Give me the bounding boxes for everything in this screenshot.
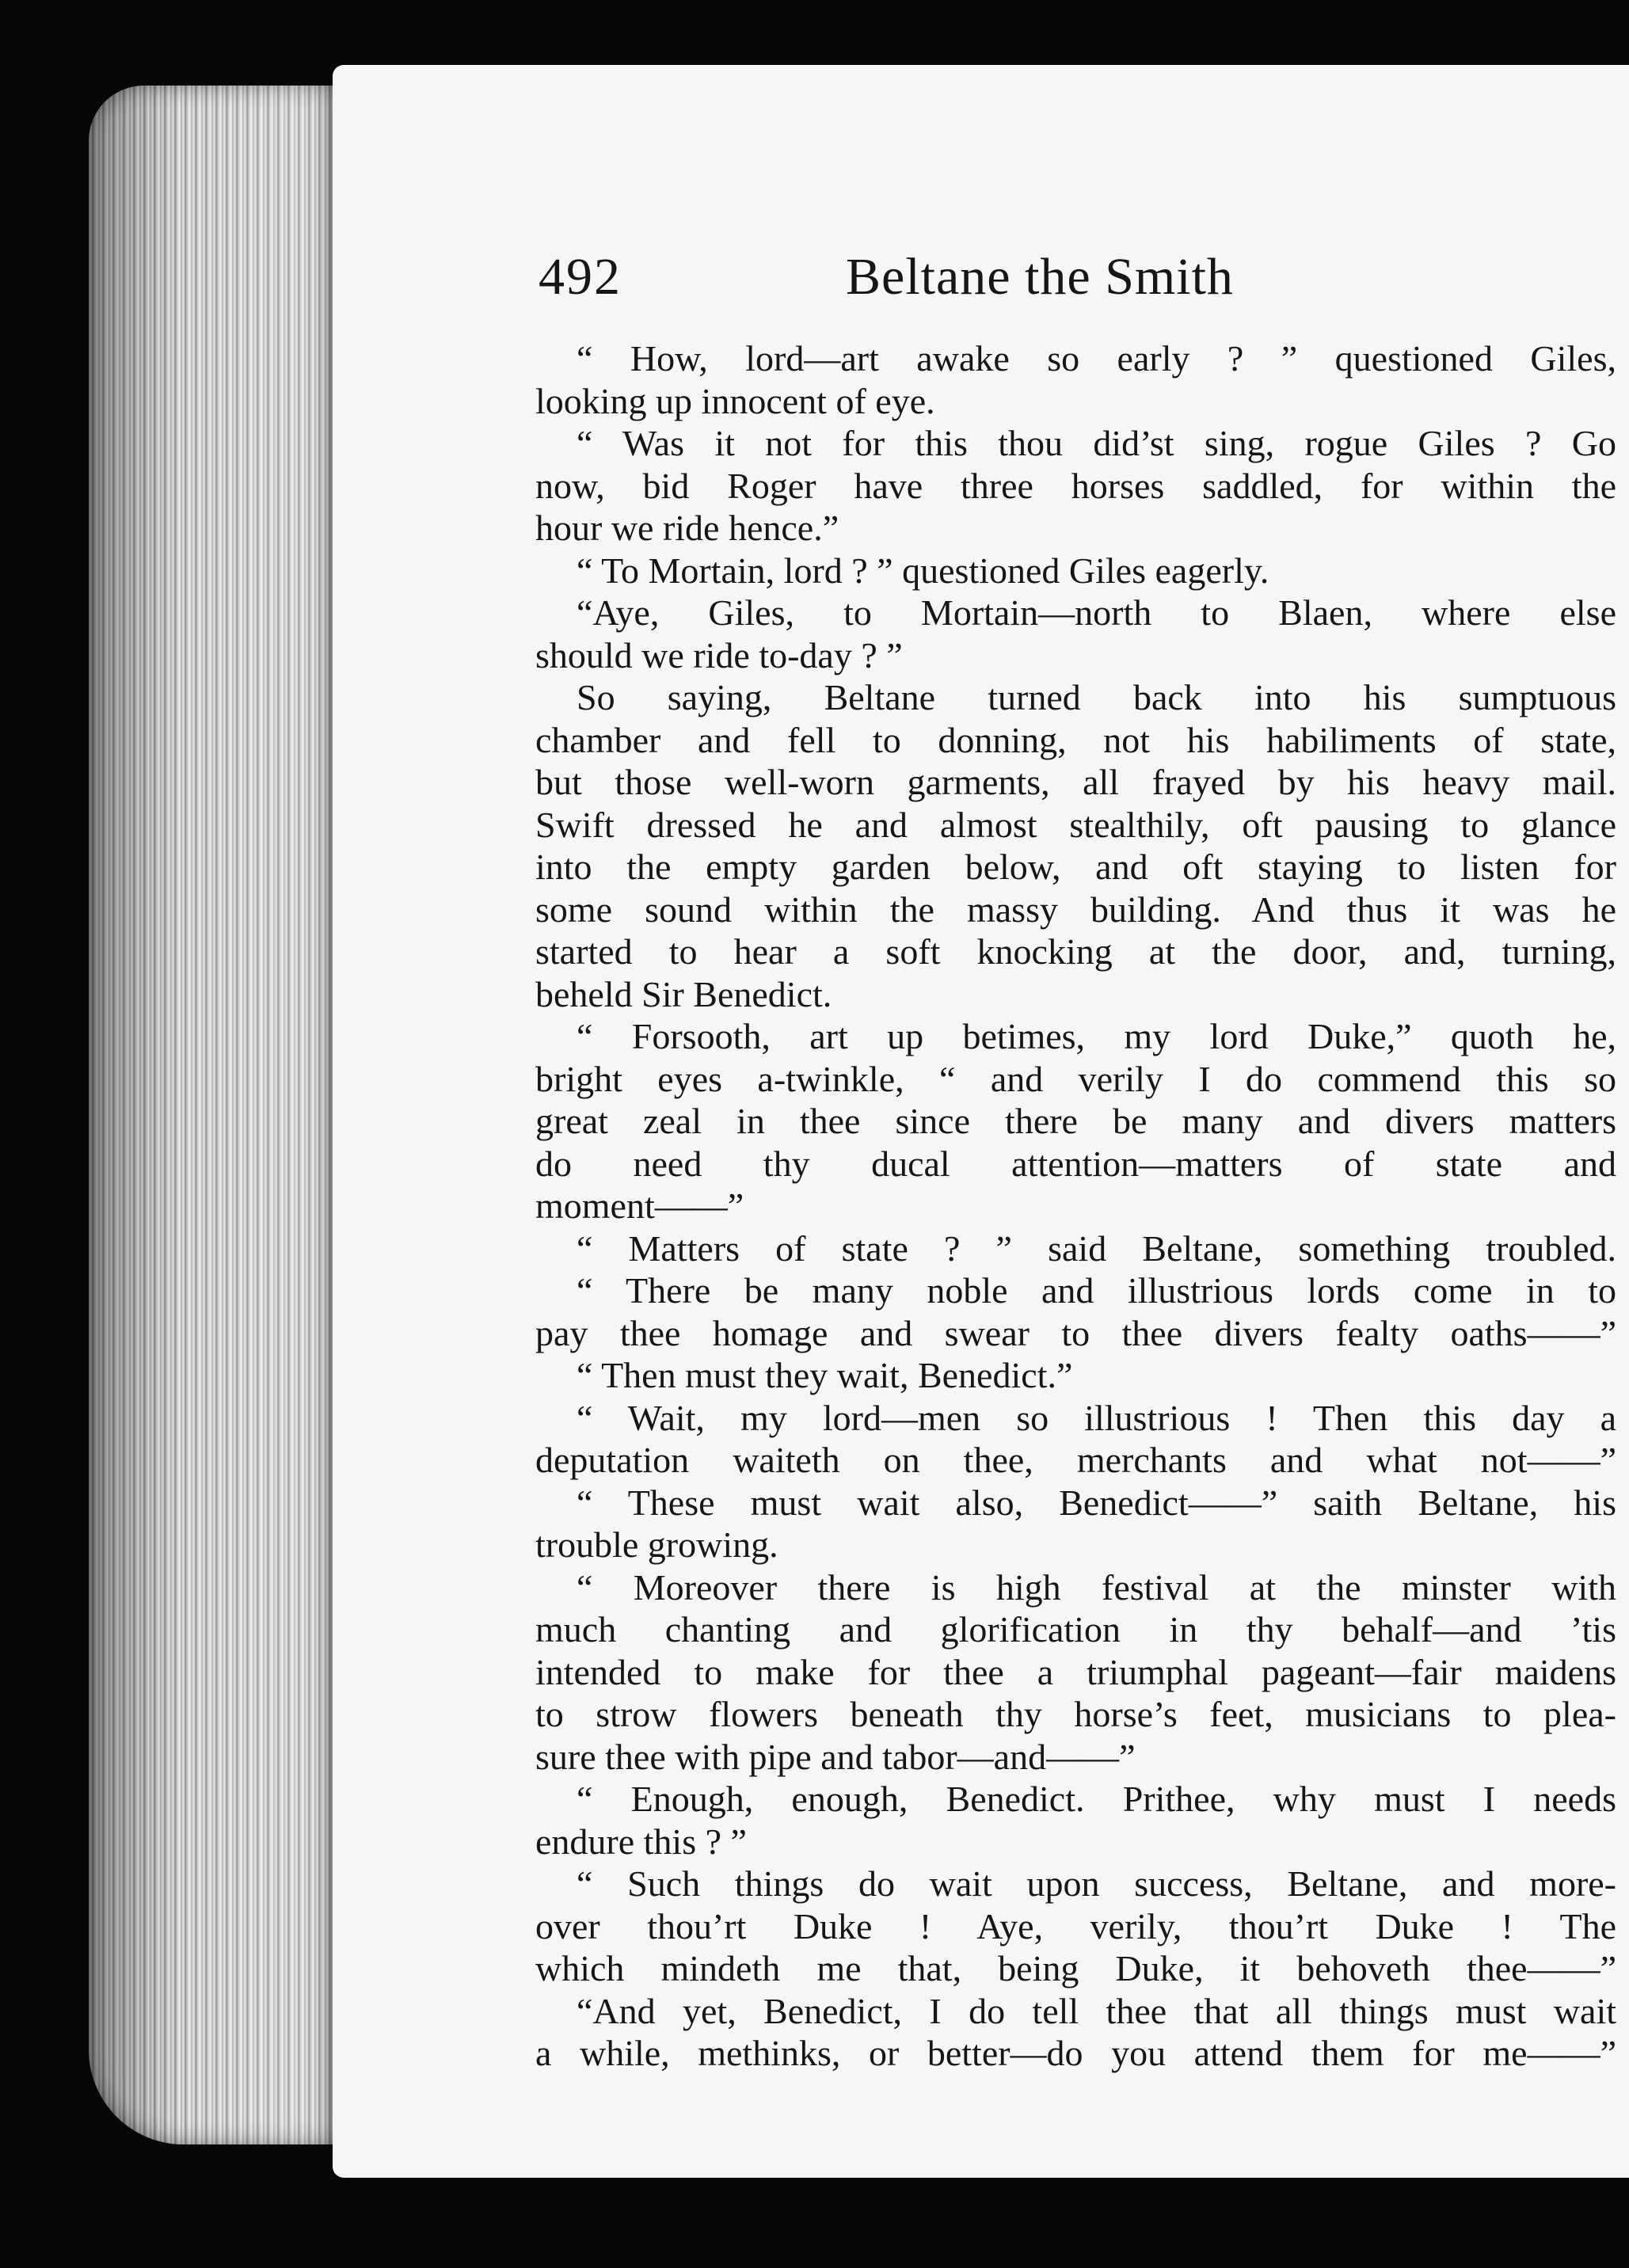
text-line: beheld Sir Benedict. [535, 973, 832, 1014]
text-line: “ Then must they wait, Benedict.” [577, 1355, 1073, 1395]
text-line: bright eyes a-twinkle, “ and verily I do commend this so [535, 1058, 1616, 1099]
text-line: hour we ride hence.” [535, 508, 839, 548]
text-line: into the empty garden below, and oft staying to listen for [535, 847, 1616, 887]
text-line: sure thee with pipe and tabor—and——” [535, 1736, 1136, 1777]
text-line: “Aye, Giles, to Mortain—north to Blaen, where else [577, 592, 1616, 633]
page-number: 492 [539, 248, 622, 306]
text-line: “ Such things do wait upon success, Beltane, and more- [577, 1863, 1616, 1904]
text-line: to strow flowers beneath thy horse’s feet, musicians to plea- [535, 1694, 1616, 1734]
text-line: “ Forsooth, art up betimes, my lord Duke,” quoth he, [577, 1016, 1616, 1056]
text-line: “ Wait, my lord—men so illustrious ! Then this day a [577, 1397, 1616, 1438]
text-line: “ Moreover there is high festival at the minster with [577, 1566, 1616, 1608]
text-line: over thou’rt Duke ! Aye, verily, thou’rt Duke ! The [535, 1905, 1616, 1946]
text-line: much chanting and glorification in thy behalf—and ’tis [535, 1609, 1616, 1650]
text-line: So saying, Beltane turned back into his sumptuous [577, 677, 1616, 717]
text-line: “ To Mortain, lord ? ” questioned Giles eagerly. [577, 550, 1269, 591]
text-line: endure this ? ” [535, 1821, 747, 1862]
book-page [333, 65, 1629, 2178]
text-line: “ There be many noble and illustrious lords come in to [577, 1270, 1616, 1311]
text-line: “ Was it not for this thou did’st sing, rogue Giles ? Go [577, 423, 1616, 463]
text-line: chamber and fell to donning, not his habiliments of state, [535, 719, 1616, 760]
book-title: Beltane the Smith [846, 248, 1234, 306]
book-page-edges [89, 86, 350, 2144]
text-line: Swift dressed he and almost stealthily, oft pausing to glance [535, 804, 1616, 845]
text-line: now, bid Roger have three horses saddled, for within the [535, 465, 1616, 506]
running-head [535, 176, 1616, 306]
text-line: “ Matters of state ? ” said Beltane, something troubled. [577, 1227, 1616, 1269]
body-text [535, 337, 1616, 2075]
text-line: intended to make for thee a triumphal pageant—fair maidens [535, 1651, 1616, 1692]
text-line: which mindeth me that, being Duke, it behoveth thee——” [535, 1948, 1616, 1988]
text-line: should we ride to-day ? ” [535, 634, 903, 675]
text-line: looking up innocent of eye. [535, 380, 935, 421]
text-line: started to hear a soft knocking at the door, and, turning, [535, 931, 1616, 972]
text-line: “ These must wait also, Benedict——” saith Beltane, his [577, 1482, 1616, 1523]
text-line: great zeal in thee since there be many and divers matters [535, 1101, 1616, 1141]
text-line: some sound within the massy building. And thus it was he [535, 889, 1616, 930]
text-line: “ How, lord—art awake so early ? ” questioned Giles, [577, 338, 1616, 379]
text-line: “ Enough, enough, Benedict. Prithee, why must I needs [577, 1779, 1616, 1819]
text-line: pay thee homage and swear to thee divers fealty oaths——” [535, 1312, 1616, 1353]
text-line: “And yet, Benedict, I do tell thee that all things must wait [577, 1990, 1616, 2031]
text-line: a while, methinks, or better—do you attend them for me——” [535, 2033, 1616, 2073]
page-content [535, 176, 1616, 2073]
text-line: trouble growing. [535, 1524, 778, 1565]
text-line: deputation waiteth on thee, merchants and what not——” [535, 1440, 1616, 1480]
text-line: moment——” [535, 1185, 744, 1226]
text-line: but those well-worn garments, all frayed by his heavy mail. [535, 762, 1616, 802]
text-line: do need thy ducal attention—matters of state and [535, 1143, 1616, 1184]
